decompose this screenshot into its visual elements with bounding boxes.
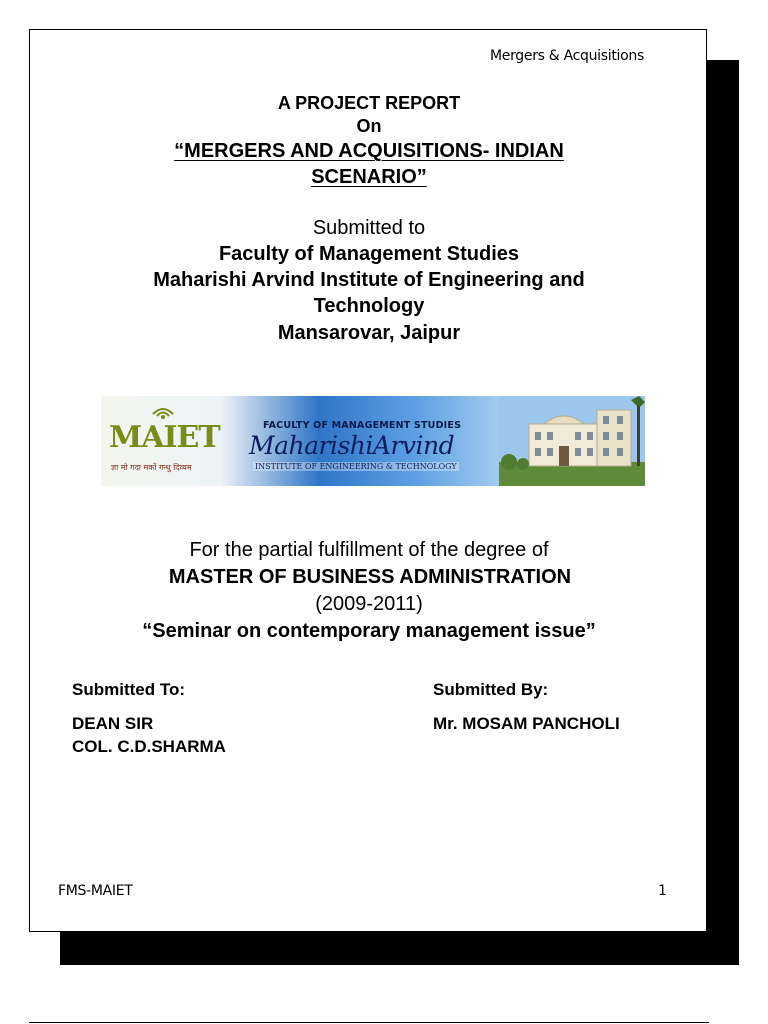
report-on: On: [356, 116, 382, 136]
seminar-title: “Seminar on contemporary management issue”: [142, 620, 596, 642]
report-title-text-2: SCENARIO”: [311, 166, 427, 188]
institute-location: Mansarovar, Jaipur: [277, 322, 461, 344]
institute-name-line1: Maharishi Arvind Institute of Engineering and: [153, 269, 585, 291]
running-header: Mergers & Acquisitions: [490, 48, 644, 64]
footer-label: FMS-MAIET: [58, 883, 133, 899]
institute-banner: [101, 396, 645, 486]
report-label: A PROJECT REPORT: [277, 93, 461, 113]
document-page: [29, 29, 707, 932]
bottom-divider: [29, 1022, 709, 1023]
degree-name: MASTER OF BUSINESS ADMINISTRATION: [168, 566, 572, 588]
maiet-logo: MAIET: [109, 420, 220, 455]
banner-institute-name: MaharishiArvind: [249, 431, 455, 460]
wifi-arc-icon: [151, 402, 175, 420]
banner-institute-subtitle: INSTITUTE OF ENGINEERING & TECHNOLOGY: [255, 462, 457, 471]
report-title-line2: [30, 165, 708, 189]
logo-tagline: ज्ञा मो गदा मकों गन्धु दिव्यम: [111, 463, 192, 472]
submitted-to-name-2: COL. C.D.SHARMA: [72, 737, 226, 756]
campus-building-image: [499, 396, 645, 486]
submitted-to-label: Submitted To:: [72, 680, 185, 699]
submitted-to-name-1: DEAN SIR: [72, 714, 154, 733]
submitted-by-label: Submitted By:: [433, 680, 549, 699]
report-title-text-1: “MERGERS AND ACQUISITIONS- INDIAN: [174, 140, 564, 162]
banner-faculty: FACULTY OF MANAGEMENT STUDIES: [263, 420, 462, 431]
degree-years: (2009-2011): [315, 593, 423, 615]
report-title-line1: [30, 139, 708, 163]
degree-intro: For the partial fulfillment of the degree of: [189, 539, 549, 561]
institute-name-line2: Technology: [313, 295, 425, 317]
faculty-name: Faculty of Management Studies: [218, 243, 520, 265]
submitted-by-name: Mr. MOSAM PANCHOLI: [433, 714, 620, 733]
submitted-to-heading: Submitted to: [312, 217, 426, 239]
page-number: 1: [658, 883, 667, 899]
